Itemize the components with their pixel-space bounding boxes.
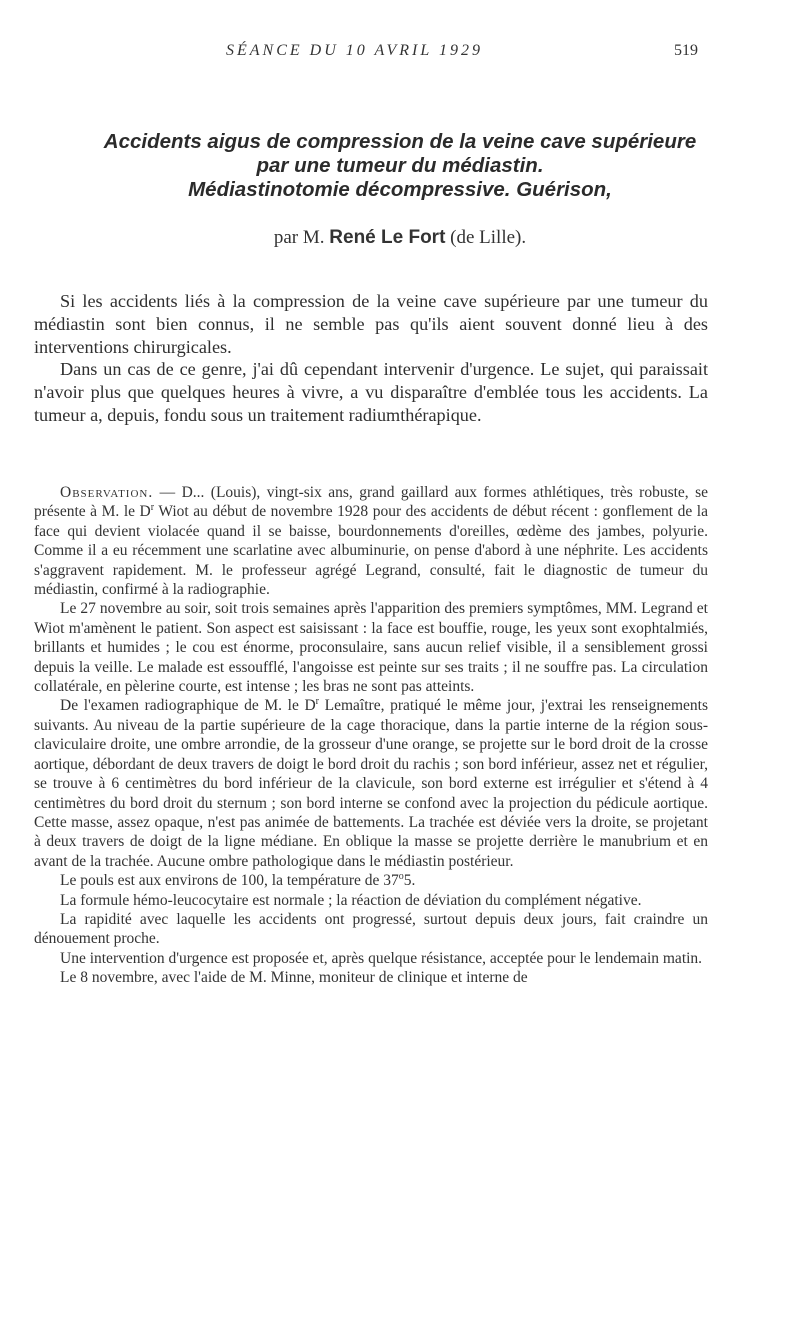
- observation-text-1: — D... (Louis), vingt-six ans, grand gaillard aux formes athlétiques, très robuste, se présente à M. le D: [34, 484, 708, 521]
- dr-superscript: r: [315, 696, 320, 708]
- body-paragraph-8: Le 8 novembre, avec l'aide de M. Minne, moniteur de clinique et interne de: [60, 969, 528, 987]
- page-number: 519: [674, 42, 698, 59]
- body-paragraph-2: Le 27 novembre au soir, soit trois semaines après l'apparition des premiers symptômes, MM. Legrand et Wiot m'amènent le patient. Son aspect est saisissant : la face est bouffie, rouge, les yeux sont exophtalmiés, brillants et humides ; le cou est énorme, proconsulaire, sans aucun relief visible, il a sensiblement grossi depuis la veille. Le malade est essoufflé, l'angoisse est peinte sur ses traits ; il ne souffre pas. La circulation collatérale, en pèlerine courte, est intense ; les bras ne sont pas atteints.: [34, 600, 708, 696]
- body-paragraph-5: La formule hémo-leucocytaire est normale ; la réaction de déviation du complément négative.: [60, 891, 642, 909]
- intro-paragraph-2: Dans un cas de ce genre, j'ai dû cependant intervenir d'urgence. Le sujet, qui paraissait n'avoir plus que quelques heures à vivre, a vu disparaître d'emblée tous les accidents. La tumeur a, depuis, fondu sous un traitement radiumthérapique.: [34, 359, 708, 425]
- observation-label: Observation.: [60, 484, 154, 501]
- title-line-2: par une tumeur du médiastin.: [256, 154, 544, 177]
- running-head: [0, 42, 800, 66]
- title-line-3: Médiastinotomie décompressive. Guérison,: [188, 178, 612, 201]
- paragraph-3-text-2: Lemaître, pratiqué le même jour, j'extrai les renseignements suivants. Au niveau de la partie supérieure de la cage thoracique, dans la partie interne de la région sous-claviculaire droite, une ombre arrondie, de la grosseur d'une orange, se projette sur le bord droit de la crosse aortique, débordant de deux travers de doigt le bord droit du rachis ; son bord inférieur, assez net et régulier, se trouve à 6 centimètres du bord inférieur de la clavicule, son bord externe est irrégulier et s'étend à 4 centimètres du bord droit du sternum ; son bord interne se confond avec la projection du pédicule aortique. Cette masse, assez opaque, n'est pas animée de battements. La trachée est déviée vers la droite, se projetant à deux travers de doigt de la ligne médiane. En oblique la masse se projette derrière le manubrium et en avant de la trachée. Aucune ombre pathologique dans le médiastin postérieur.: [34, 697, 708, 870]
- paragraph-3-text-1: De l'examen radiographique de M. le D: [60, 697, 316, 715]
- author-name: René Le Fort: [329, 227, 446, 248]
- byline-prefix: par M.: [273, 227, 325, 248]
- introduction: [34, 290, 708, 427]
- author-affiliation: (de Lille).: [450, 227, 527, 248]
- paragraph-4-text-2: 5.: [403, 872, 416, 890]
- title-line-1: Accidents aigus de compression de la veine cave supérieure: [103, 130, 697, 153]
- degree-superscript: o: [398, 870, 404, 882]
- intro-paragraph-1: Si les accidents liés à la compression de la veine cave supérieure par une tumeur du médiastin sont bien connus, il ne semble pas qu'ils aient souvent donné lieu à des interventions chirurgicales.: [34, 291, 708, 357]
- body-paragraph-6: La rapidité avec laquelle les accidents ont progressé, surtout depuis deux jours, fait craindre un dénouement proche.: [34, 910, 708, 948]
- body-paragraph-7: Une intervention d'urgence est proposée et, après quelque résistance, acceptée pour le lendemain matin.: [60, 949, 703, 967]
- observation-paragraph: [34, 483, 708, 599]
- article-title: [40, 130, 760, 202]
- paragraph-4-text-1: Le pouls est aux environs de 100, la température de 37: [60, 872, 399, 890]
- body-paragraph-4: [34, 871, 708, 890]
- dr-superscript: r: [150, 502, 155, 514]
- running-title: SÉANCE DU 10 AVRIL 1929: [226, 42, 483, 59]
- body-paragraph-3: [34, 696, 708, 871]
- byline: [0, 227, 800, 249]
- observation-text-2: Wiot au début de novembre 1928 pour des accidents de début récent : gonflement de la face qui devient violacée quand il se baisse, bourdonnements d'oreilles, œdème des jambes, polyurie. Comme il a eu récemment une scarlatine avec albuminurie, on pense d'abord à une néphrite. Les accidents s'aggravent rapidement. M. le professeur agrégé Legrand, consulté, fait le diagnostic de tumeur du médiastin, confirmé à la radiographie.: [34, 503, 708, 599]
- observation-body: [34, 483, 708, 988]
